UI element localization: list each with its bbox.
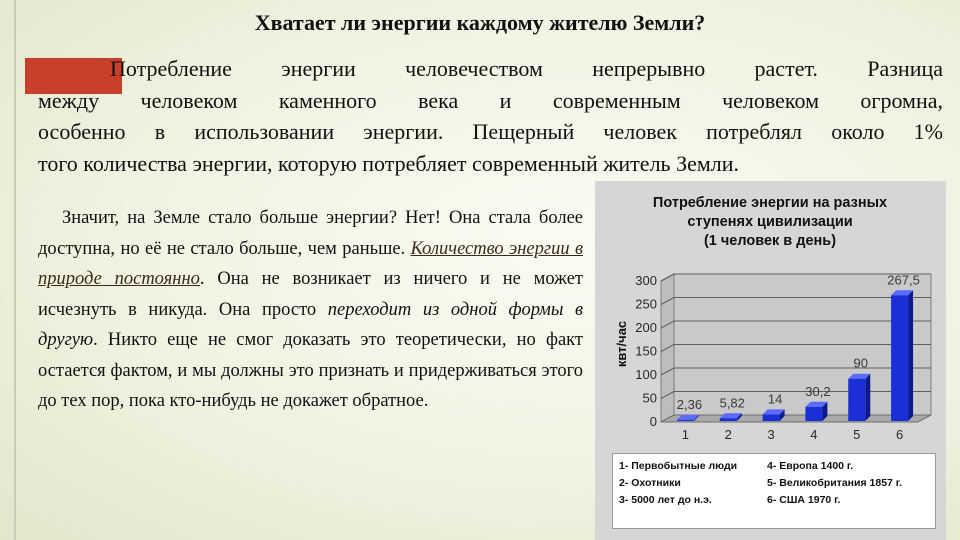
y-tick-label: 150 xyxy=(635,343,657,359)
y-tick-label: 50 xyxy=(642,390,657,406)
legend-item: 3- 5000 лет до н.э. xyxy=(619,494,712,506)
x-tick-label: 1 xyxy=(681,427,690,442)
y-axis-label: квт/час xyxy=(614,320,629,368)
italic-phrase: переходит из одной формы в другую xyxy=(38,299,584,350)
data-label: 90 xyxy=(853,355,868,371)
y-tick-label: 250 xyxy=(635,296,657,312)
plot-floor xyxy=(661,415,931,422)
data-label: 30,2 xyxy=(805,383,831,399)
bar xyxy=(677,420,694,421)
chart-legend xyxy=(612,453,936,529)
data-label: 2,36 xyxy=(676,396,703,412)
legend-item: 5- Великобритания 1857 г. xyxy=(767,477,903,489)
legend-item: 4- Европа 1400 г. xyxy=(767,460,854,472)
legend-item: 2- Охотники xyxy=(619,477,681,489)
bar xyxy=(763,414,780,421)
legend-item: 1- Первобытные люди xyxy=(619,460,738,472)
intro-paragraph xyxy=(38,53,943,179)
x-tick-label: 3 xyxy=(767,427,775,442)
underlined-statement: Количество энергии в природе постоянно xyxy=(38,238,583,289)
data-label: 267,5 xyxy=(887,272,920,288)
chart-panel xyxy=(595,181,946,540)
bar xyxy=(848,379,865,421)
intro-line: между человеком каменного века и современным человеком огромна, xyxy=(38,87,943,113)
x-tick-label: 2 xyxy=(724,427,732,442)
slide-title: Хватает ли энергии каждому жителю Земли? xyxy=(254,10,706,35)
legend-item: 6- США 1970 г. xyxy=(767,494,841,506)
bar-side xyxy=(865,374,870,421)
bar xyxy=(891,295,908,421)
y-tick-label: 300 xyxy=(635,273,657,288)
body-text-part: Значит, на Земле стало больше энергии? Нет! Она стала более доступна, но её не стало больше, чем раньше. xyxy=(38,208,583,259)
body-text-part: . Никто еще не смог доказать это теоретически, но факт остается фактом, и мы должны это признать и придерживаться этого до тех пор, пока кто-нибудь не докажет обратное. xyxy=(38,330,583,411)
x-tick-label: 4 xyxy=(810,427,818,442)
chart-title-line: ступенях цивилизации xyxy=(687,214,853,230)
intro-line: Потребление энергии человечеством непрерывно растет. Разница xyxy=(110,56,943,81)
y-tick-label: 100 xyxy=(635,367,657,382)
x-tick-label: 5 xyxy=(853,427,861,442)
chart-title-line: Потребление энергии на разных xyxy=(652,195,888,211)
data-label: 5,82 xyxy=(719,395,745,411)
chart-title-line: (1 человек в день) xyxy=(703,233,837,249)
left-rail xyxy=(14,0,16,540)
data-label: 14 xyxy=(767,391,783,407)
bar-chart xyxy=(595,181,946,453)
y-tick-label: 200 xyxy=(635,320,657,335)
bar xyxy=(720,418,737,421)
bar xyxy=(805,407,822,421)
intro-line: особенно в использовании энергии. Пещерный человек потреблял около 1% xyxy=(38,119,943,144)
x-tick-label: 6 xyxy=(895,427,904,442)
y-tick-label: 0 xyxy=(649,414,657,429)
bar-side xyxy=(908,290,913,421)
body-text-part: . Она не возникает из ничего и не может исчезнуть в никуда. Она просто xyxy=(38,269,583,320)
body-paragraph xyxy=(38,203,583,417)
intro-line: того количества энергии, которую потребляет современный житель Земли. xyxy=(38,150,740,176)
